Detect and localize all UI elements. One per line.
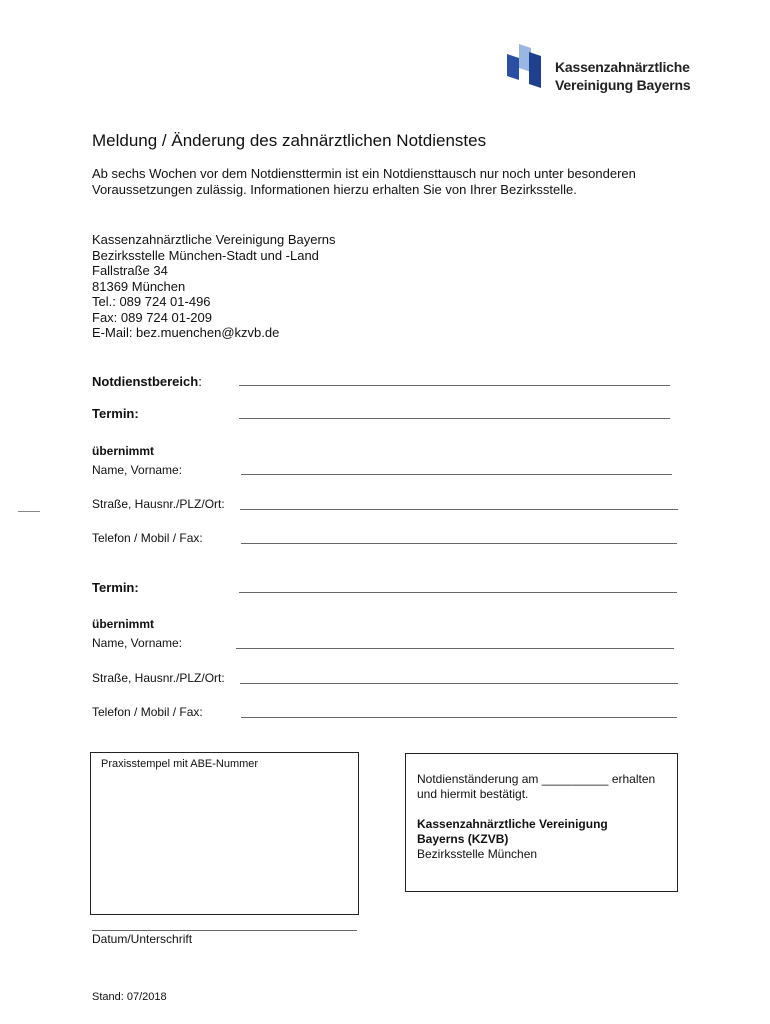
signature-field[interactable] [92, 930, 357, 931]
termin-1-field[interactable] [239, 418, 670, 419]
address-block [92, 232, 336, 341]
notdienstbereich-label [92, 373, 202, 391]
page-title: Meldung / Änderung des zahnärztlichen Notdienstes [92, 131, 487, 150]
confirmation-box [405, 753, 678, 892]
logo-line-2: Vereinigung Bayerns [555, 77, 691, 93]
address-line: Fax: 089 724 01-209 [92, 309, 212, 325]
strasse-1-label: Straße, Hausnr./PLZ/Ort: [92, 497, 225, 511]
praxisstempel-box[interactable] [90, 752, 359, 915]
signature-label: Datum/Unterschrift [92, 932, 193, 946]
telefon-2-field[interactable] [241, 717, 677, 718]
uebernimmt-2-label: übernimmt [92, 617, 155, 631]
telefon-2-label: Telefon / Mobil / Fax: [92, 705, 203, 719]
telefon-1-field[interactable] [241, 543, 677, 544]
address-line: 81369 München [92, 278, 186, 294]
confirmation-org-2: Bayerns (KZVB) [417, 832, 509, 846]
name-2-field[interactable] [236, 648, 674, 649]
notdienstbereich-text: Notdienstbereich [92, 374, 199, 389]
notdienstbereich-colon: : [198, 374, 202, 389]
strasse-1-field[interactable] [240, 509, 678, 510]
strasse-2-field[interactable] [240, 683, 678, 684]
address-line: Fallstraße 34 [92, 263, 168, 278]
termin-1-label: Termin: [92, 406, 139, 421]
address-line: Tel.: 089 724 01-496 [92, 294, 211, 309]
confirmation-line-2: und hiermit bestätigt. [417, 787, 529, 801]
address-line: Kassenzahnärztliche Vereinigung Bayerns [92, 232, 336, 247]
termin-2-field[interactable] [239, 592, 677, 593]
intro-text: Ab sechs Wochen vor dem Notdiensttermin ist ein Notdiensttausch nur noch unter besonderen Voraussetzungen zulässig. Informationen hierzu erhalten Sie von Ihrer Bezirksstelle. [92, 166, 636, 197]
strasse-2-label: Straße, Hausnr./PLZ/Ort: [92, 671, 225, 685]
notdienstbereich-field[interactable] [239, 385, 670, 386]
margin-mark [18, 511, 40, 512]
name-2-label: Name, Vorname: [92, 636, 183, 650]
telefon-1-label: Telefon / Mobil / Fax: [92, 531, 203, 545]
name-1-field[interactable] [241, 474, 672, 475]
confirmation-org-1: Kassenzahnärztliche Vereinigung [417, 817, 608, 831]
confirmation-line-1: Notdienständerung am __________ erhalten [417, 772, 656, 786]
uebernimmt-1-label: übernimmt [92, 444, 155, 458]
footer-stand: Stand: 07/2018 [92, 991, 167, 1003]
logo-text [555, 58, 690, 94]
praxisstempel-label: Praxisstempel mit ABE-Nummer [101, 758, 259, 770]
termin-2-label: Termin: [92, 580, 139, 595]
confirmation-office: Bezirksstelle München [417, 847, 538, 861]
kzvb-logo-icon [505, 42, 545, 90]
logo-line-1: Kassenzahnärztliche [555, 59, 690, 75]
address-line: Bezirksstelle München-Stadt und -Land [92, 247, 319, 263]
name-1-label: Name, Vorname: [92, 463, 183, 477]
address-line: E-Mail: bez.muenchen@kzvb.de [92, 325, 280, 340]
